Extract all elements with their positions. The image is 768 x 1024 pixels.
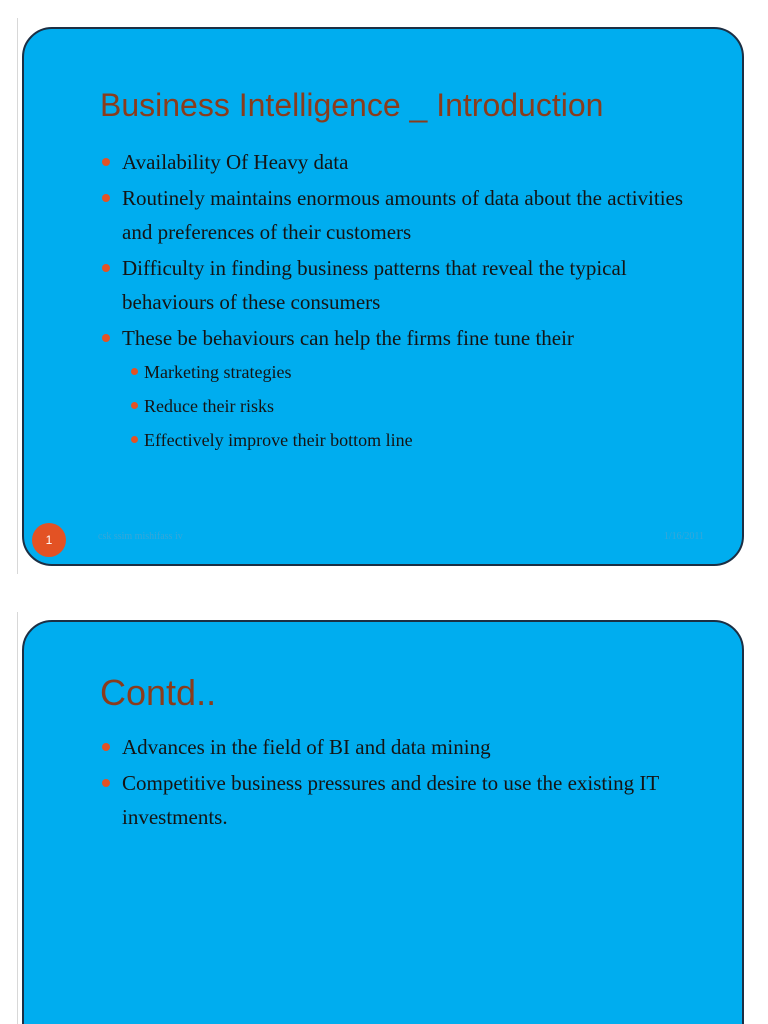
sub-bullet-item: Marketing strategies	[122, 355, 700, 389]
bullet-item: Availability Of Heavy data	[100, 145, 700, 179]
footer-date: 1/16/2011	[663, 531, 704, 542]
slide-title: Contd..	[100, 672, 217, 713]
bullet-item: Advances in the field of BI and data mining	[100, 730, 700, 764]
slide-title: Business Intelligence _ Introduction	[100, 87, 604, 123]
bullet-item: Difficulty in finding business patterns that reveal the typical behaviours of these consumers	[100, 251, 700, 319]
slide-number-badge: 1	[32, 523, 66, 557]
bullet-list	[100, 145, 700, 459]
slide-1	[22, 27, 744, 566]
page-edge-line	[17, 18, 18, 574]
bullet-list	[100, 730, 700, 836]
sub-bullet-item: Reduce their risks	[122, 389, 700, 423]
sub-bullet-item: Effectively improve their bottom line	[122, 423, 700, 457]
bullet-item: Routinely maintains enormous amounts of data about the activities and preferences of their customers	[100, 181, 700, 249]
sub-bullet-list	[122, 355, 700, 457]
page-edge-line	[17, 612, 18, 1024]
bullet-item: Competitive business pressures and desire to use the existing IT investments.	[100, 766, 700, 834]
footer-text: csk ssim mishifass iv	[98, 531, 183, 542]
bullet-text: These be behaviours can help the firms fine tune their	[122, 326, 574, 350]
bullet-item-with-subitems	[100, 321, 700, 457]
slide-2	[22, 620, 744, 1024]
